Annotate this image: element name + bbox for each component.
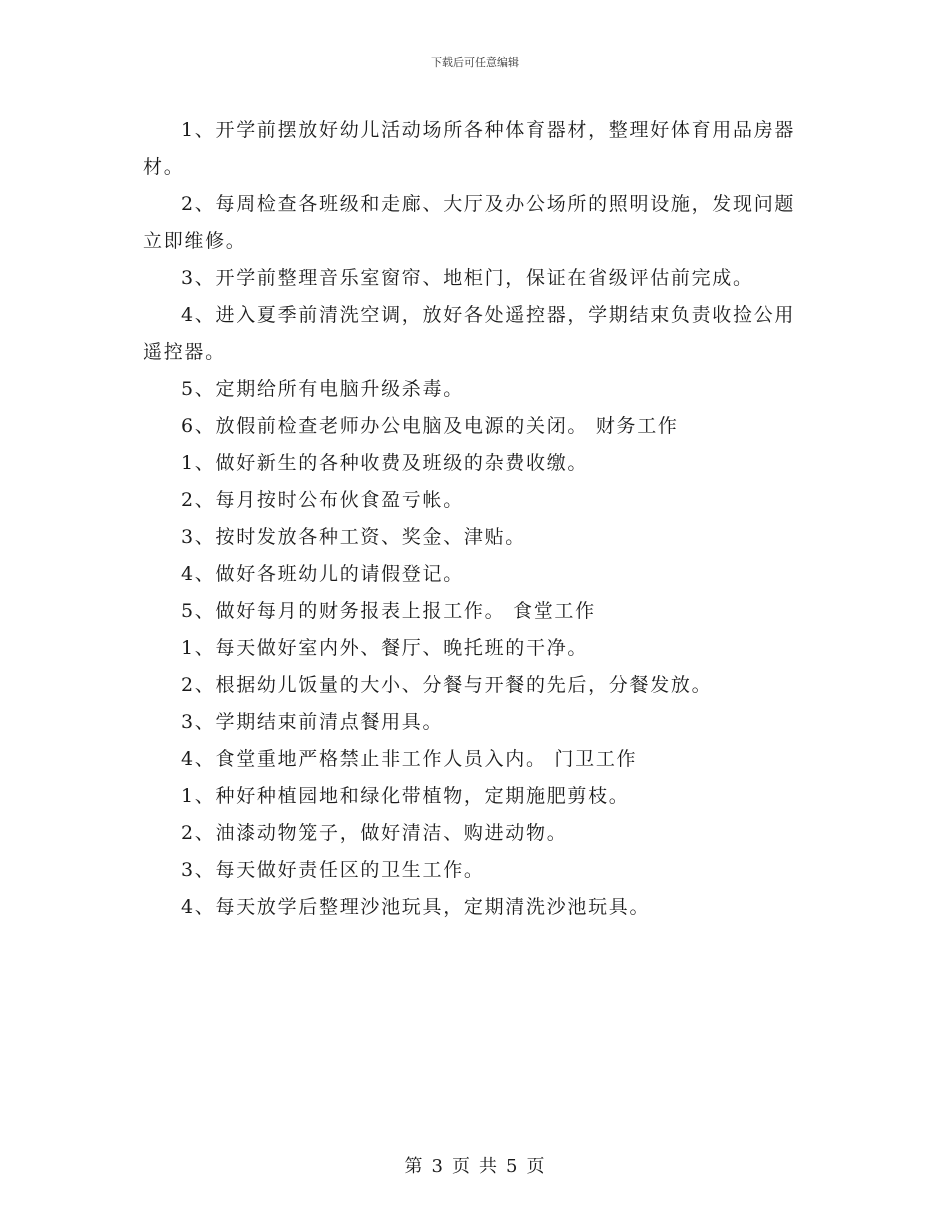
paragraph: 4、进入夏季前清洗空调，放好各处遥控器，学期结束负责收捡公用遥控器。 <box>143 304 796 363</box>
paragraph: 4、食堂重地严格禁止非工作人员入内。 门卫工作 <box>181 748 638 770</box>
total-label: 共 <box>479 1156 498 1177</box>
paragraph: 2、每周检查各班级和走廊、大厅及办公场所的照明设施，发现问题立即维修。 <box>143 193 796 252</box>
paragraph: 3、每天做好责任区的卫生工作。 <box>181 859 485 881</box>
paragraph: 3、按时发放各种工资、奖金、津贴。 <box>181 526 526 548</box>
paragraph: 3、学期结束前清点餐用具。 <box>181 711 444 733</box>
page-label-prefix: 第 <box>404 1156 424 1177</box>
paragraph: 1、种好种植园地和绿化带植物，定期施肥剪枝。 <box>181 785 630 807</box>
paragraph: 4、每天放学后整理沙池玩具，定期清洗沙池玩具。 <box>181 896 651 918</box>
document-body <box>143 112 809 926</box>
paragraph: 3、开学前整理音乐室窗帘、地柜门，保证在省级评估前完成。 <box>181 267 754 289</box>
paragraph: 2、每月按时公布伙食盈亏帐。 <box>181 489 464 511</box>
paragraph: 1、开学前摆放好幼儿活动场所各种体育器材，整理好体育用品房器材。 <box>143 119 796 178</box>
current-page-number: 3 <box>431 1156 444 1177</box>
total-pages-number: 5 <box>506 1156 519 1177</box>
paragraph: 6、放假前检查老师办公电脑及电源的关闭。 财务工作 <box>181 415 679 437</box>
page-footer <box>0 1152 950 1178</box>
paragraph: 4、做好各班幼儿的请假登记。 <box>181 563 464 585</box>
paragraph: 5、定期给所有电脑升级杀毒。 <box>181 378 464 400</box>
paragraph: 2、根据幼儿饭量的大小、分餐与开餐的先后，分餐发放。 <box>181 674 713 696</box>
total-unit: 页 <box>526 1156 546 1177</box>
page-header: 下载后可任意编辑 <box>431 56 519 69</box>
paragraph: 5、做好每月的财务报表上报工作。 食堂工作 <box>181 600 596 622</box>
paragraph: 2、油漆动物笼子，做好清洁、购进动物。 <box>181 822 568 844</box>
page-label-unit: 页 <box>452 1156 471 1177</box>
paragraph: 1、做好新生的各种收费及班级的杂费收缴。 <box>181 452 589 474</box>
paragraph: 1、每天做好室内外、餐厅、晚托班的干净。 <box>181 637 589 659</box>
